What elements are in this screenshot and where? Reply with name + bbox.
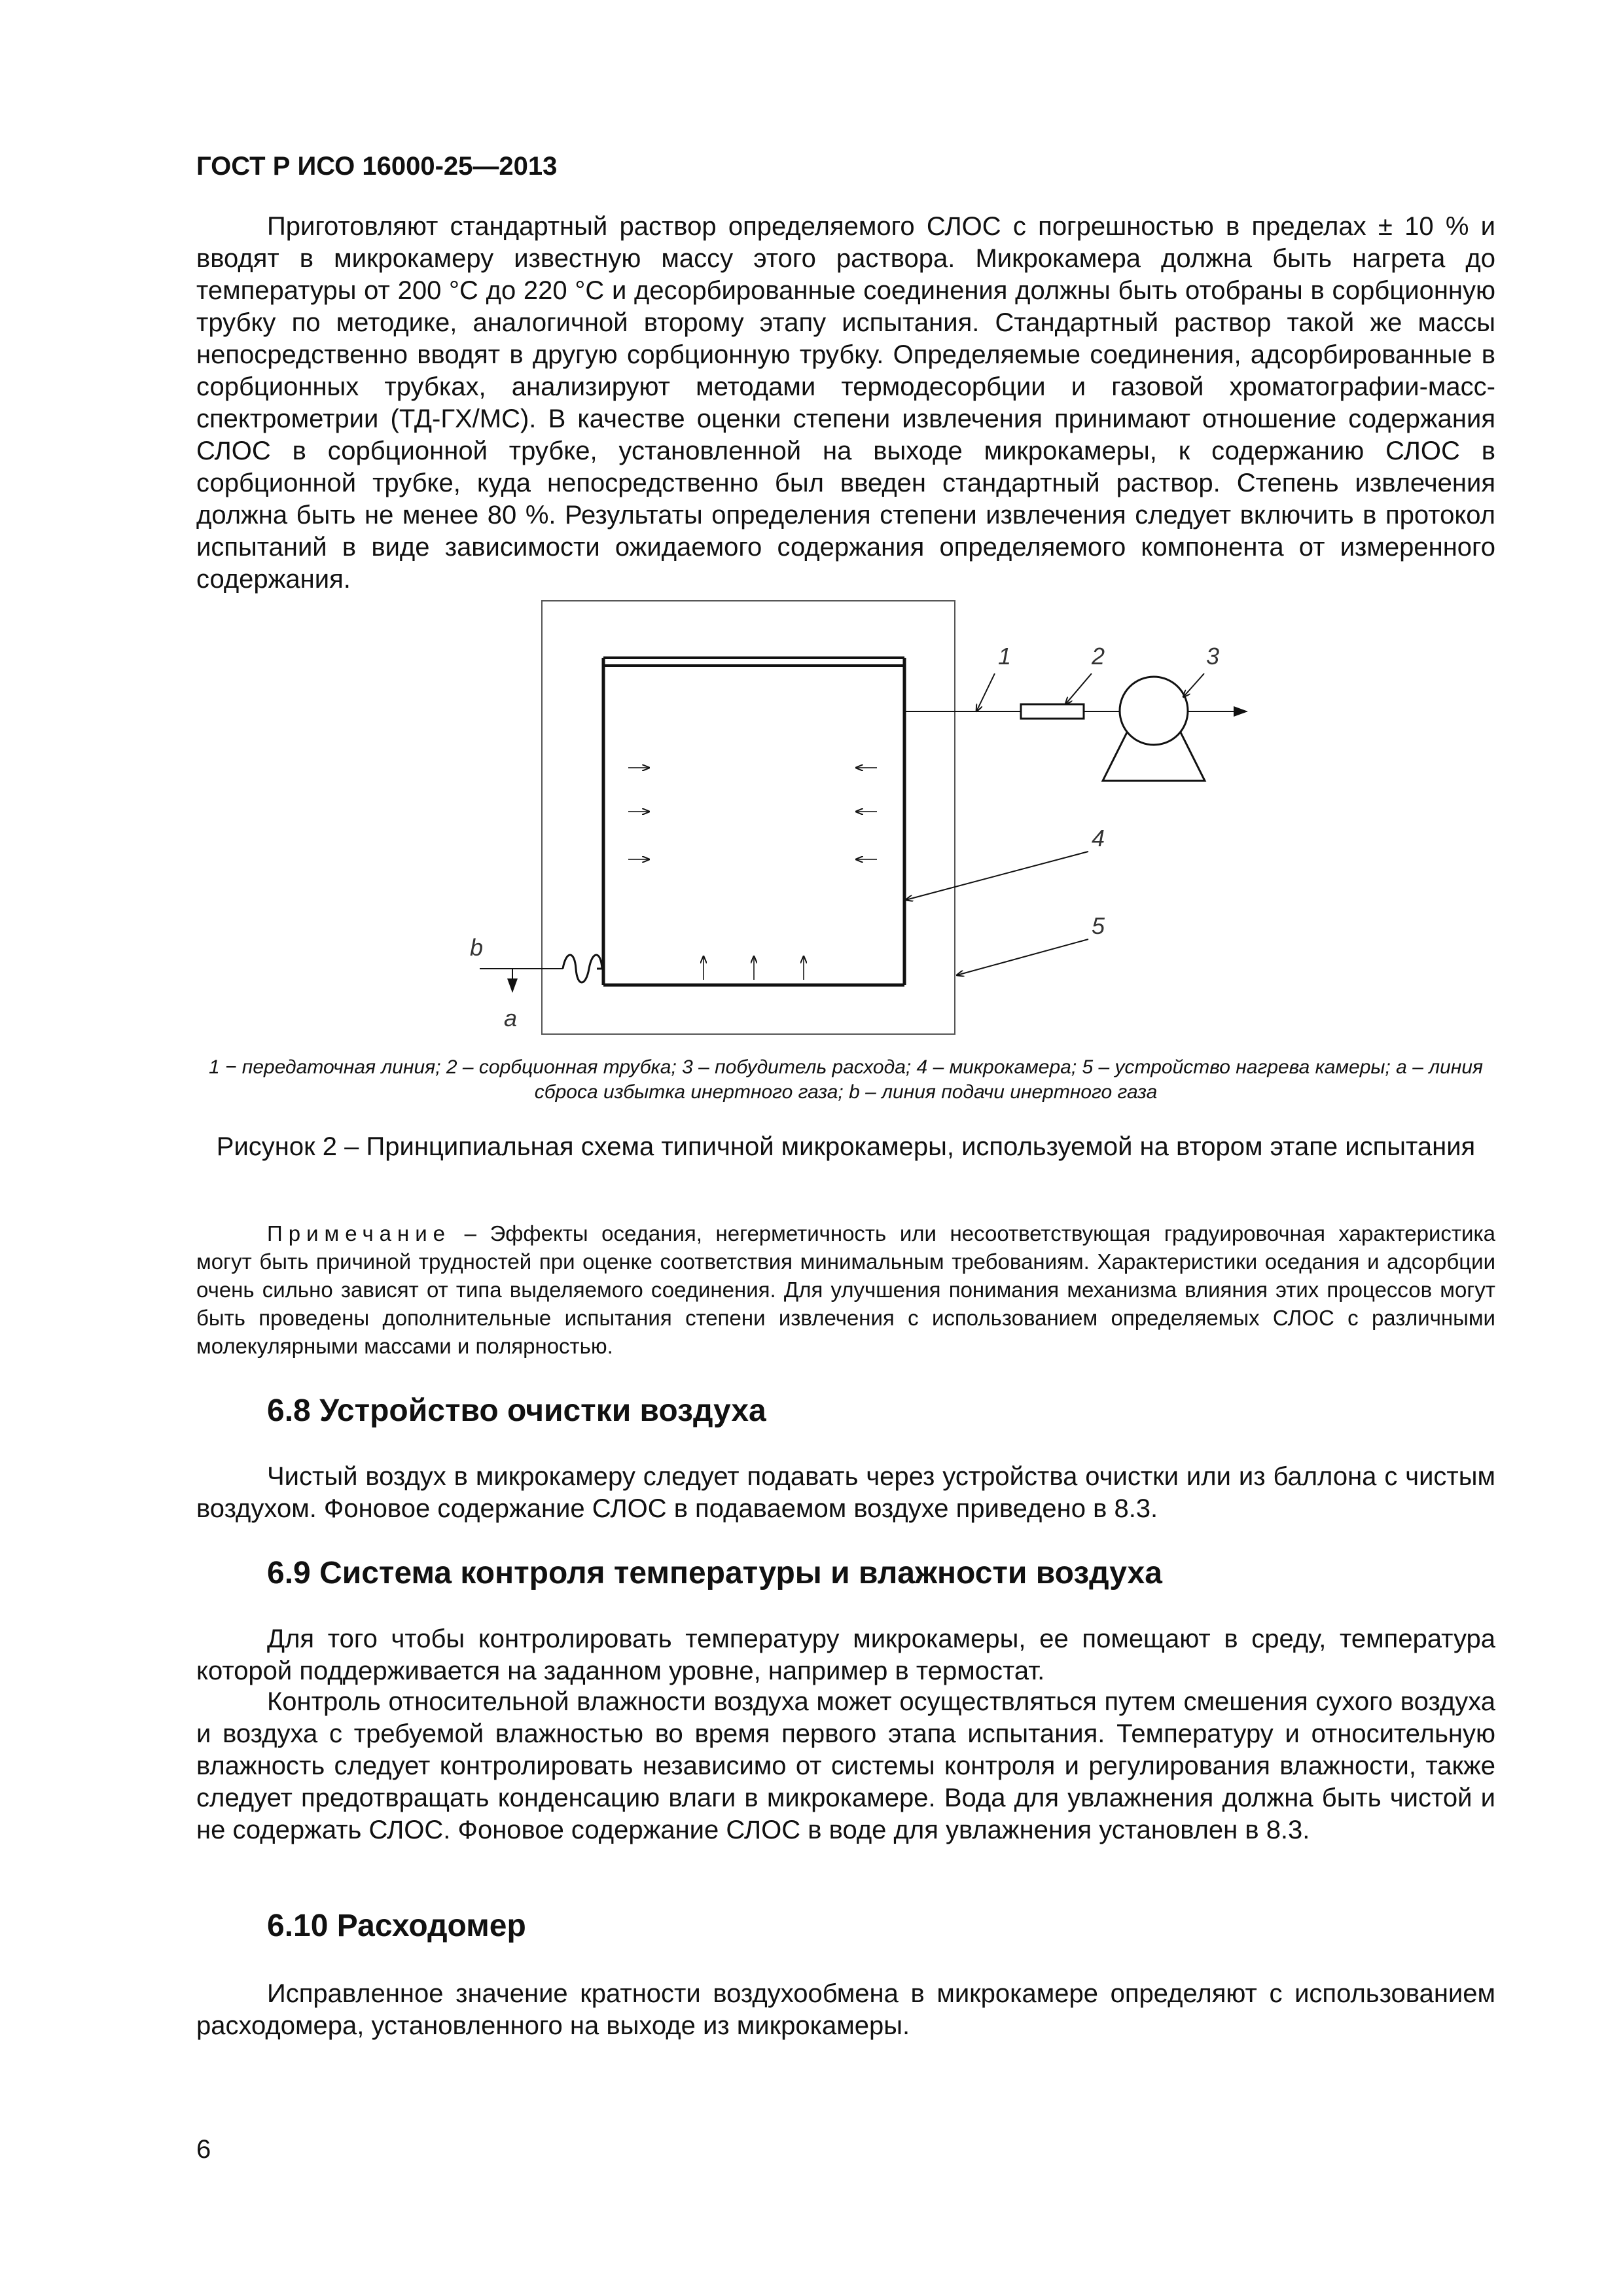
note-label: Примечание [267,1221,452,1246]
section-6-9-paragraph-1: Для того чтобы контролировать температуру микрокамеры, ее помещают в среду, температура которой поддерживается на заданном уровне, например в термостат. [196,1624,1495,1685]
section-6-9-heading: 6.9 Система контроля температуры и влажности воздуха [267,1556,1162,1590]
microchamber-body [603,658,904,985]
sorption-tube [1021,704,1084,719]
intro-paragraph: Приготовляют стандартный раствор определяемого СЛОС с погрешностью в пределах ± 10 % и вводят в микрокамеру известную массу этого раствора. Микрокамера должна быть нагрета до температуры от 200 °С до 220 °С и десорбированные соединения должны быть отобраны в сорбционную трубку по методике, аналогичной второму этапу испытания. Стандартный раствор такой же массы непосредственно вводят в другую сорбционную трубку. Определяемые соединения, адсорбированные в сорбционных трубках, анализируют методами термодесорбции и газовой хроматографии-масс-спектрометрии (ТД-ГХ/МС). В качестве оценки степени извлечения принимают отношение содержания СЛОС в сорбционной трубке, установленной на выходе микрокамеры, к содержанию СЛОС в сорбционной трубке, куда непосредственно был введен стандартный раствор. Степень извлечения должна быть не менее 80 %. Результаты определения степени извлечения следует включить в протокол испытаний в виде зависимости ожидаемого содержания определяемого компонента от измеренного содержания. [196,212,1495,594]
page-number: 6 [196,2135,211,2164]
figure-2 [196,599,1495,1044]
flow-pump [1103,677,1247,781]
label-2: 2 [1092,643,1105,670]
inflow-arrows-left [628,768,649,859]
label-4: 4 [1092,825,1105,852]
section-6-8-heading: 6.8 Устройство очистки воздуха [267,1393,766,1428]
section-6-8-paragraph: Чистый воздух в микрокамеру следует подавать через устройства очистки или из баллона с чистым воздухом. Фоновое содержание СЛОС в подаваемом воздухе приведено в 8.3. [196,1462,1495,1523]
standard-header: ГОСТ Р ИСО 16000-25—2013 [196,152,558,181]
label-a: a [504,1005,518,1031]
inflow-arrows-right [856,768,877,859]
label-1: 1 [998,643,1012,670]
label-3: 3 [1206,643,1220,670]
figure-legend: 1 − передаточная линия; 2 – сорбционная трубка; 3 – побудитель расхода; 4 – микрокамера; 5 – устройство нагрева камеры; a – линия сброса избытка инертного газа; b – линия подачи инертного газа [208,1056,1484,1103]
section-6-9-paragraph-2: Контроль относительной влажности воздуха может осуществляться путем смешения сухого воздуха и воздуха с требуемой влажностью во время первого этапа испытания. Температуру и относительную влажность следует контролировать независимо от системы контроля и регулирования влажности, также следует предотвращать конденсацию влаги в микрокамере. Вода для увлажнения должна быть чистой и не содержать СЛОС. Фоновое содержание СЛОС в воде для увлажнения установлен в 8.3. [196,1687,1495,1844]
inflow-arrows-bottom [704,956,804,980]
microchamber-diagram [196,599,1495,1044]
label-5: 5 [1092,912,1105,939]
label-b: b [470,934,484,961]
note-paragraph [196,1219,1495,1360]
section-6-10-paragraph: Исправленное значение кратности воздухообмена в микрокамере определяют с использованием расходомера, установленного на выходе из микрокамеры. [196,1979,1495,2040]
note-text: – Эффекты оседания, негерметичность или несоответствующая градуировочная характеристика могут быть причиной трудностей при оценке соответствия минимальным требованиям. Характеристики оседания и адсорбции очень сильно зависят от типа выделяемого соединения. Для улучшения понимания механизма влияния этих процессов могут быть проведены дополнительные испытания степени извлечения с использованием определяемых СЛОС с различными молекулярными массами и полярностью. [196,1221,1495,1358]
section-6-10-heading: 6.10 Расходомер [267,1909,526,1943]
figure-title: Рисунок 2 – Принципиальная схема типичной микрокамеры, используемой на втором этапе испытания [216,1132,1476,1161]
